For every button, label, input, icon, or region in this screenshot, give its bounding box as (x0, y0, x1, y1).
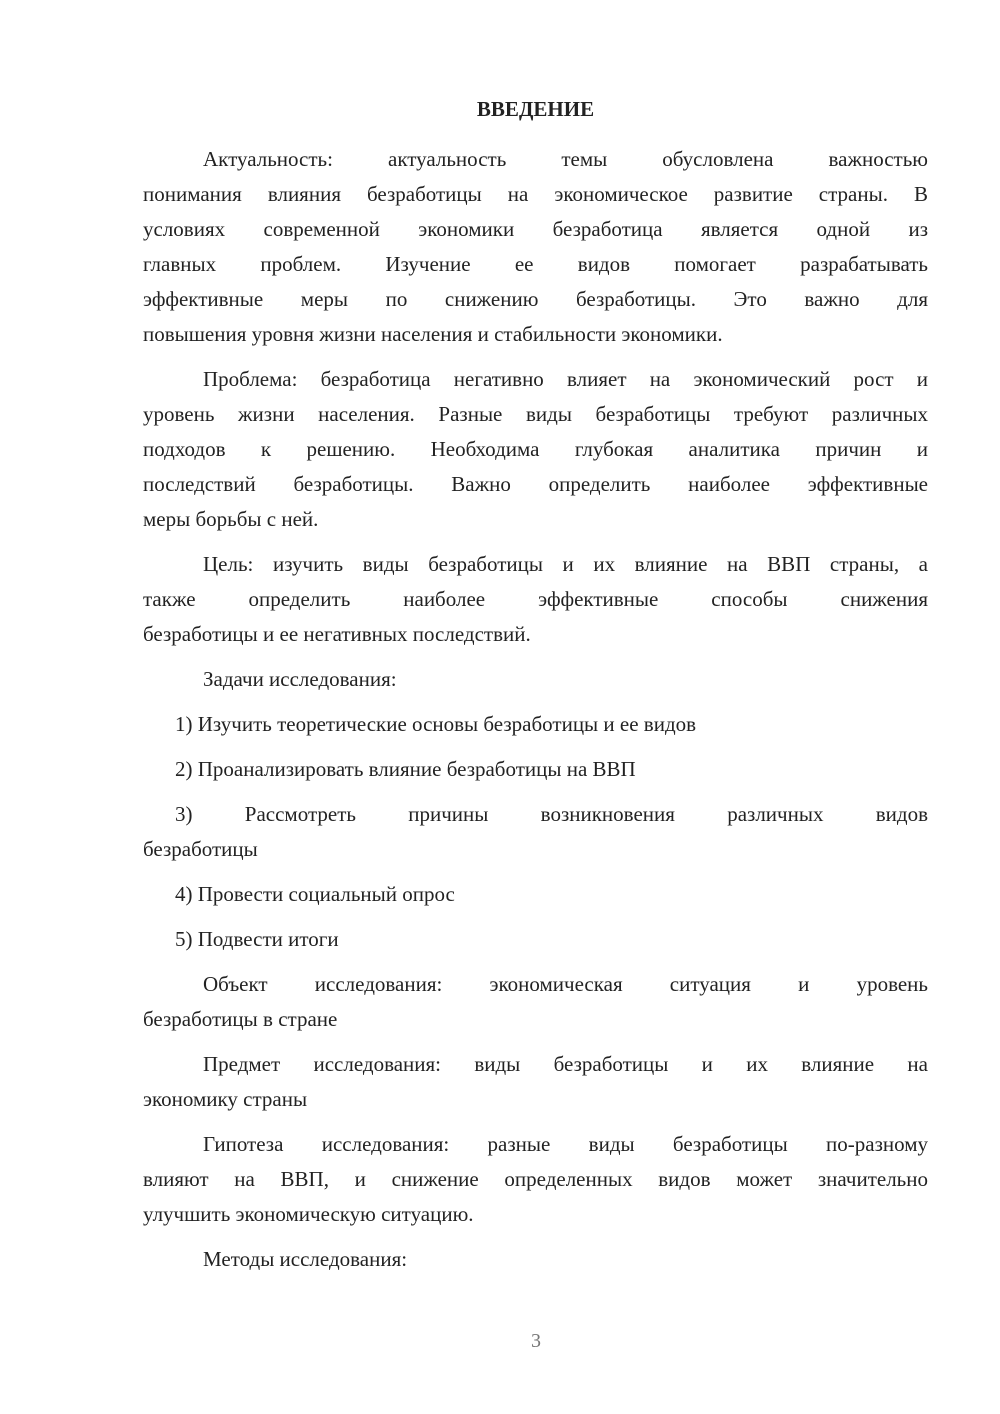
text-line: понимания влияния безработицы на экономическое развитие страны. В (143, 182, 928, 206)
paragraph (143, 1242, 928, 1277)
paragraph (143, 967, 928, 1037)
list-item (143, 752, 928, 787)
text-line: также определить наиболее эффективные способы снижения (143, 587, 928, 611)
text-line: повышения уровня жизни населения и стабильности экономики. (143, 322, 723, 346)
text-line: Гипотеза исследования: разные виды безработицы по-разному (203, 1132, 928, 1156)
text-line: последствий безработицы. Важно определить наиболее эффективные (143, 472, 928, 496)
paragraph (143, 1127, 928, 1232)
text-line: Объект исследования: экономическая ситуация и уровень (203, 972, 928, 996)
paragraph (143, 142, 928, 352)
text-line: 2) Проанализировать влияние безработицы на ВВП (175, 757, 636, 781)
text-line: 4) Провести социальный опрос (175, 882, 455, 906)
text-line: эффективные меры по снижению безработицы. Это важно для (143, 287, 928, 311)
document-page (143, 92, 928, 1287)
text-line: 5) Подвести итоги (175, 927, 339, 951)
document-body (143, 142, 928, 1277)
text-line: безработицы в стране (143, 1007, 338, 1031)
text-line: подходов к решению. Необходима глубокая аналитика причин и (143, 437, 928, 461)
section-title: ВВЕДЕНИЕ (476, 97, 595, 121)
paragraph (143, 1047, 928, 1117)
list-item (143, 797, 928, 867)
list-item (143, 877, 928, 912)
text-line: улучшить экономическую ситуацию. (143, 1202, 474, 1226)
text-line: Цель: изучить виды безработицы и их влияние на ВВП страны, а (203, 552, 928, 576)
paragraph (143, 547, 928, 652)
paragraph (143, 362, 928, 537)
text-line: уровень жизни населения. Разные виды безработицы требуют различных (143, 402, 928, 426)
text-line: условиях современной экономики безработица является одной из (143, 217, 928, 241)
list-item (143, 922, 928, 957)
text-line: меры борьбы с ней. (143, 507, 319, 531)
text-line: экономику страны (143, 1087, 308, 1111)
paragraph (143, 662, 928, 697)
text-line: Предмет исследования: виды безработицы и их влияние на (203, 1052, 928, 1076)
text-line: Проблема: безработица негативно влияет на экономический рост и (203, 367, 928, 391)
text-line: Актуальность: актуальность темы обусловлена важностью (203, 147, 928, 171)
text-line: 3) Рассмотреть причины возникновения различных видов (175, 802, 928, 826)
text-line: главных проблем. Изучение ее видов помогает разрабатывать (143, 252, 928, 276)
text-line: безработицы и ее негативных последствий. (143, 622, 531, 646)
text-line: Методы исследования: (203, 1247, 408, 1271)
list-item (143, 707, 928, 742)
text-line: Задачи исследования: (203, 667, 397, 691)
text-line: влияют на ВВП, и снижение определенных видов может значительно (143, 1167, 928, 1191)
text-line: безработицы (143, 837, 258, 861)
page-number: 3 (531, 1330, 541, 1352)
text-line: 1) Изучить теоретические основы безработицы и ее видов (175, 712, 697, 736)
